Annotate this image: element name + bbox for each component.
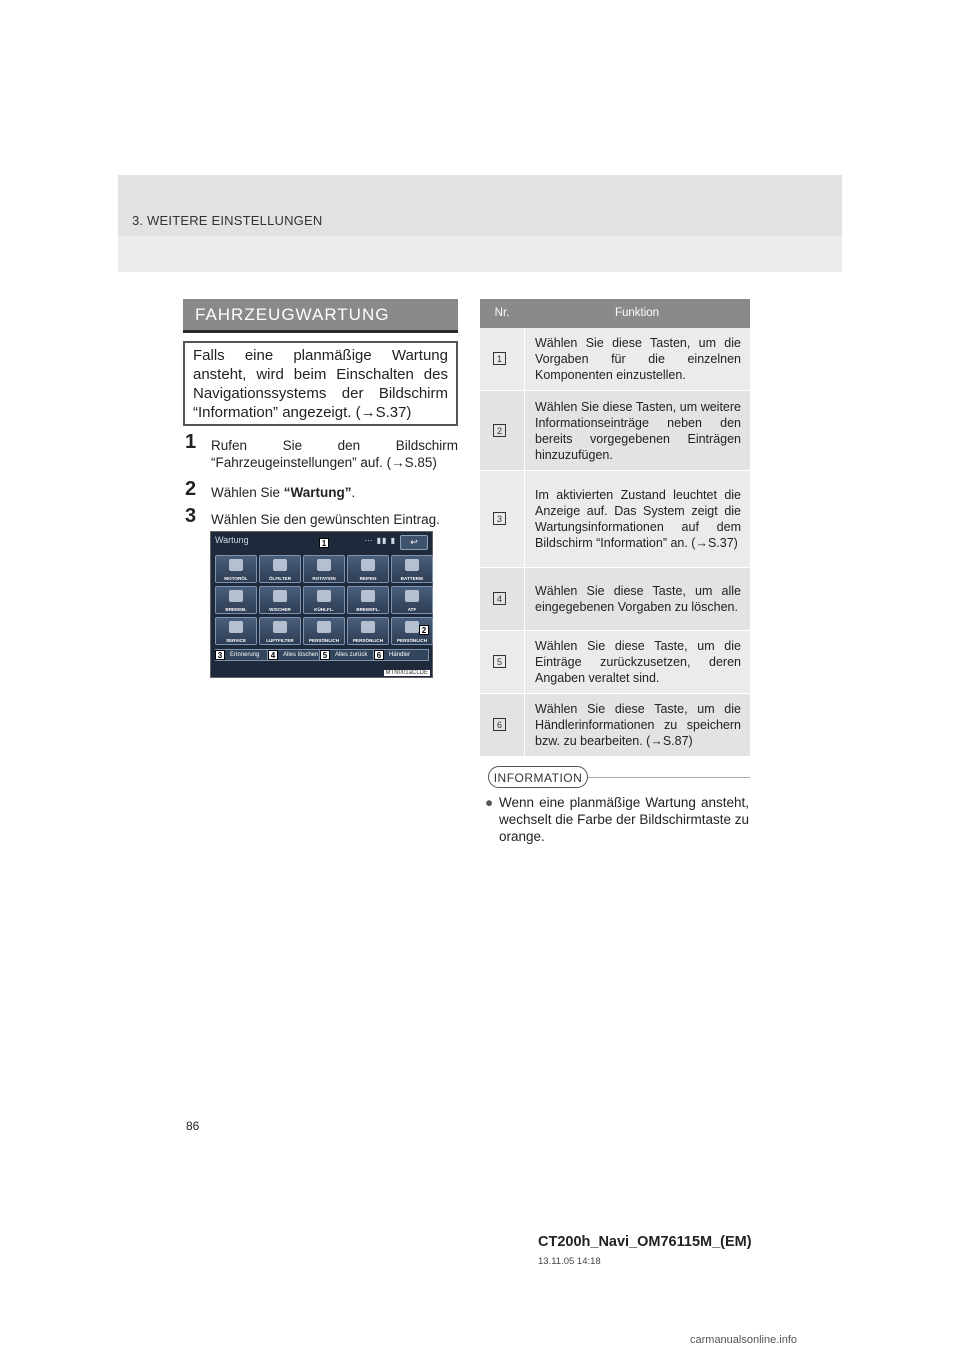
row-number: 1 bbox=[493, 352, 506, 365]
personal-icon bbox=[317, 621, 331, 633]
table-header bbox=[480, 299, 750, 328]
step-text: Wählen Sie den gewünschten Eintrag. bbox=[211, 512, 440, 527]
tile-oelfilter[interactable]: ÖLFILTER bbox=[259, 555, 301, 583]
tile-kuehlfl[interactable]: KÜHLFL. bbox=[303, 586, 345, 614]
header-band-lower bbox=[118, 236, 842, 272]
table-body bbox=[480, 328, 750, 757]
table-row bbox=[480, 694, 750, 757]
rotation-icon bbox=[317, 559, 331, 571]
marker-1: 1 bbox=[319, 538, 329, 548]
row-number: 2 bbox=[493, 424, 506, 437]
maintenance-screen-image bbox=[210, 531, 433, 678]
print-date: 13.11.05 14:18 bbox=[538, 1256, 601, 1267]
col-funktion: Funktion bbox=[614, 307, 660, 319]
section-header: 3. WEITERE EINSTELLUNGEN bbox=[132, 213, 323, 228]
personal-icon bbox=[405, 621, 419, 633]
table-row bbox=[480, 631, 750, 694]
function-table bbox=[480, 299, 750, 757]
erinnerung-button[interactable]: Erinnerung bbox=[215, 649, 268, 661]
marker-5: 5 bbox=[320, 650, 330, 660]
tile-atf[interactable]: ATF bbox=[391, 586, 433, 614]
tile-batterie[interactable]: BATTERIE bbox=[391, 555, 433, 583]
wiper-icon bbox=[273, 590, 287, 602]
marker-2: 2 bbox=[419, 625, 429, 635]
intro-box: Falls eine planmäßige Wartung ansteht, wird beim Einschalten des Navigationssystems der Bildschirm “Information” angezeigt. (→S.37) bbox=[183, 341, 458, 426]
tile-bremsb[interactable]: BREMSB. bbox=[215, 586, 257, 614]
row-number: 6 bbox=[493, 718, 506, 731]
col-nr: Nr. bbox=[494, 307, 510, 319]
step-number: 2 bbox=[185, 478, 197, 500]
section-title: FAHRZEUGWARTUNG bbox=[183, 299, 458, 330]
marker-3: 3 bbox=[215, 650, 225, 660]
haendler-button[interactable]: Händler bbox=[374, 649, 429, 661]
alles-zurueck-button[interactable]: Alles zurück bbox=[320, 649, 374, 661]
row-number: 3 bbox=[493, 512, 506, 525]
tile-luftfilter[interactable]: LUFTFILTER bbox=[259, 617, 301, 645]
air-filter-icon bbox=[273, 621, 287, 633]
row-text: Im aktivierten Zustand leuchtet die Anzeige auf. Das System zeigt die Wartungsinformationen auf dem Bildschirm “Information” an. (→S.37) bbox=[535, 488, 741, 550]
tile-service[interactable]: SERVICE bbox=[215, 617, 257, 645]
row-number: 4 bbox=[493, 592, 506, 605]
information-rule bbox=[588, 777, 750, 778]
table-row bbox=[480, 471, 750, 568]
watermark[interactable]: carmanualsonline.info bbox=[690, 1334, 798, 1346]
brake-fluid-icon bbox=[361, 590, 375, 602]
atf-icon bbox=[405, 590, 419, 602]
row-number: 5 bbox=[493, 655, 506, 668]
step-number: 3 bbox=[185, 505, 197, 527]
information-text: Wenn eine planmäßige Wartung ansteht, wechselt die Farbe der Bildschirmtaste zu orange. bbox=[499, 795, 749, 844]
row-text: Wählen Sie diese Taste, um die Einträge zurückzusetzen, deren Angaben veraltet sind. bbox=[535, 639, 741, 685]
brake-icon bbox=[229, 590, 243, 602]
filter-icon bbox=[273, 559, 287, 571]
row-text: Wählen Sie diese Tasten, um die Vorgaben für die einzelnen Komponenten einzustellen. bbox=[535, 336, 741, 382]
tire-icon bbox=[361, 559, 375, 571]
coolant-icon bbox=[317, 590, 331, 602]
tile-rotation[interactable]: ROTATION bbox=[303, 555, 345, 583]
information-label: INFORMATION bbox=[488, 766, 588, 788]
marker-6: 6 bbox=[374, 650, 384, 660]
tile-bremsfl[interactable]: BREMSFL. bbox=[347, 586, 389, 614]
wrench-icon bbox=[229, 621, 243, 633]
oil-icon bbox=[229, 559, 243, 571]
step-text: Rufen Sie den Bildschirm “Fahrzeugeinstellungen” auf. (→S.85) bbox=[211, 438, 458, 470]
tile-wischer[interactable]: WISCHER bbox=[259, 586, 301, 614]
table-row bbox=[480, 391, 750, 471]
row-text: Wählen Sie diese Tasten, um weitere Informationseinträge neben den bereits vorgegebenen Einträgen hinzuzufügen. bbox=[535, 399, 741, 462]
tile-motoroel[interactable]: MOTORÖL bbox=[215, 555, 257, 583]
table-row bbox=[480, 328, 750, 391]
tile-persoenlich-3[interactable]: PERSÖNLICH bbox=[391, 617, 433, 645]
personal-icon bbox=[361, 621, 375, 633]
tile-persoenlich-2[interactable]: PERSÖNLICH bbox=[347, 617, 389, 645]
tile-reifen[interactable]: REIFEN bbox=[347, 555, 389, 583]
row-text: Wählen Sie diese Taste, um die Händlerinformationen zu speichern bzw. zu bearbeiten. (→S.87) bbox=[535, 702, 741, 748]
page-number: 86 bbox=[186, 1119, 200, 1133]
step-text: Wählen Sie “Wartung”. bbox=[211, 485, 356, 500]
back-icon[interactable]: ↩ bbox=[400, 535, 428, 550]
alles-loeschen-button[interactable]: Alles löschen bbox=[268, 649, 320, 661]
tile-persoenlich-1[interactable]: PERSÖNLICH bbox=[303, 617, 345, 645]
document-id: CT200h_Navi_OM76115M_(EM) bbox=[538, 1234, 752, 1250]
bullet-icon: ● bbox=[485, 795, 494, 810]
row-text: Wählen Sie diese Taste, um alle eingegebenen Vorgaben zu löschen. bbox=[535, 584, 741, 614]
battery-icon bbox=[405, 559, 419, 571]
table-row bbox=[480, 568, 750, 631]
signal-icon: ⋯ ▮▮ ▮ bbox=[364, 536, 396, 545]
marker-4: 4 bbox=[268, 650, 278, 660]
wartung-label: “Wartung” bbox=[283, 485, 352, 500]
title-rule bbox=[183, 330, 458, 333]
image-code: MTN001aCLDE bbox=[385, 670, 428, 676]
step-number: 1 bbox=[185, 431, 197, 453]
screen-title: Wartung bbox=[215, 535, 249, 545]
